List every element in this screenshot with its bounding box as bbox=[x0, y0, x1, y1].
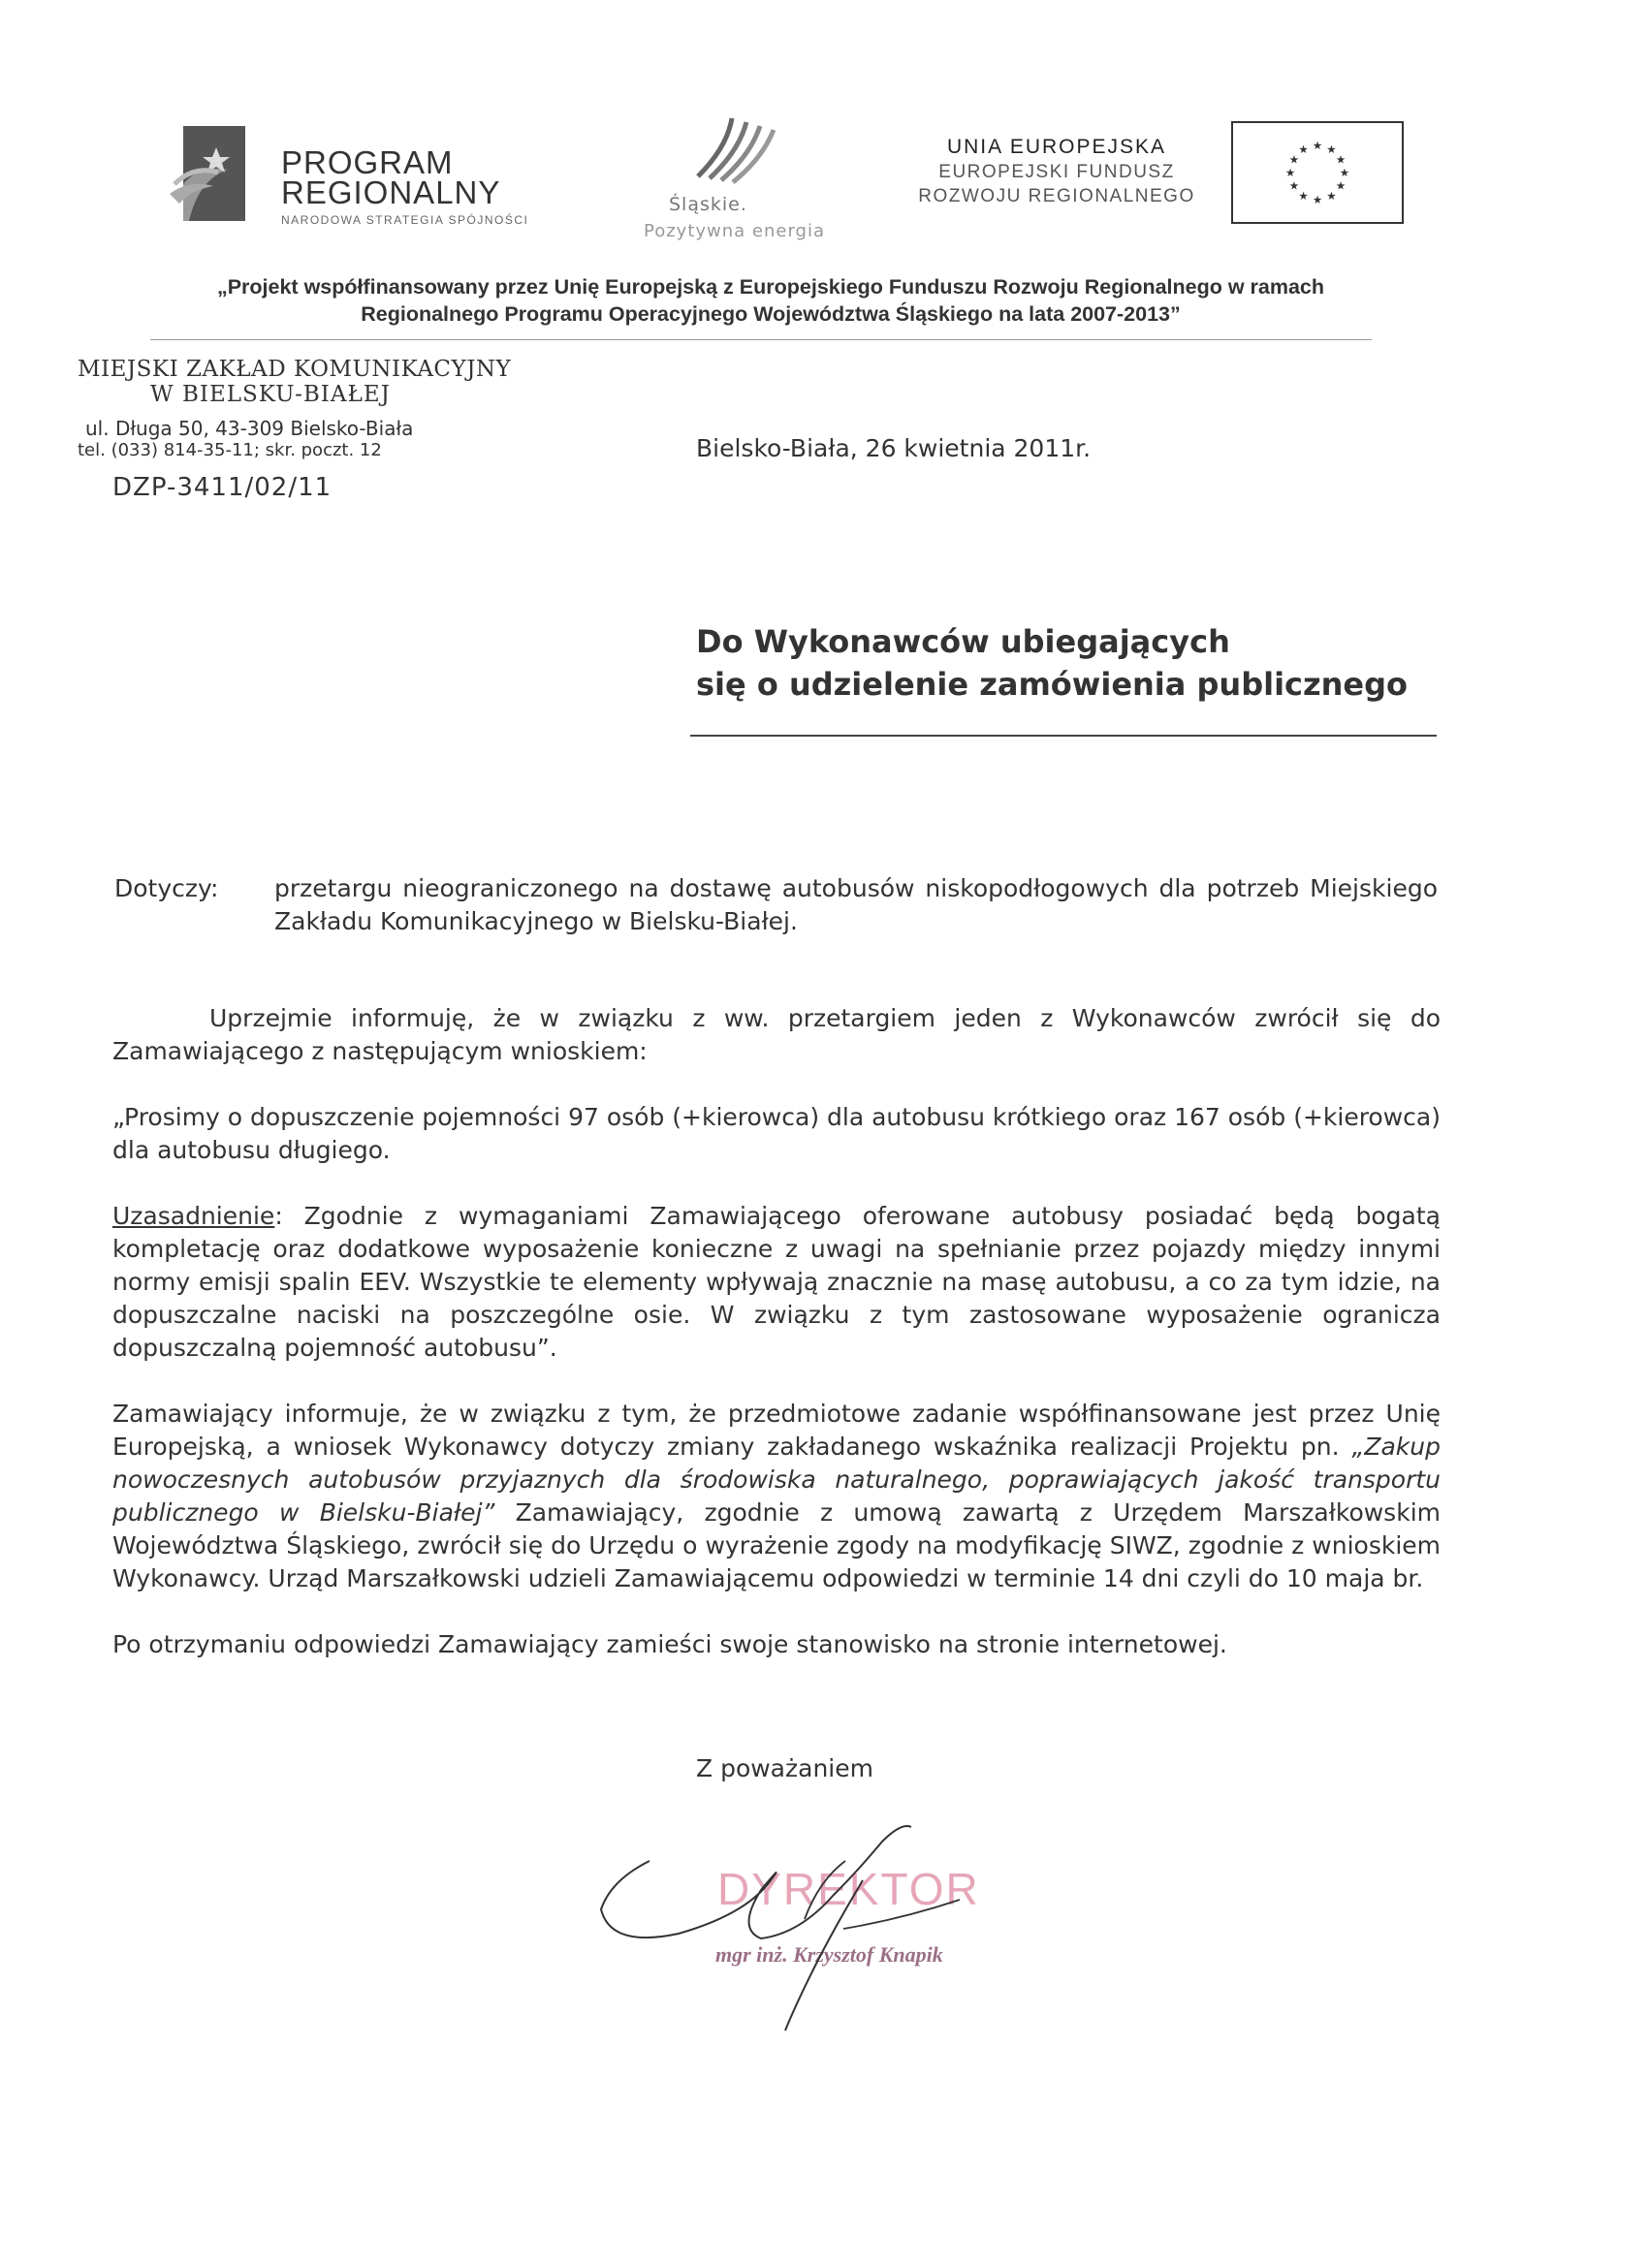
paragraph-response bbox=[112, 1398, 1441, 1595]
handwritten-signature bbox=[591, 1822, 1037, 2035]
svg-text:★: ★ bbox=[1326, 188, 1337, 203]
letter-date: Bielsko-Biała, 26 kwietnia 2011r. bbox=[696, 434, 1092, 462]
svg-text:★: ★ bbox=[1312, 192, 1323, 206]
cofunding-line1: „Projekt współfinansowany przez Unię Europejską z Europejskiego Funduszu Rozwoju Regionalnego w ramach bbox=[216, 275, 1325, 299]
director-stamp-title: DYREKTOR bbox=[717, 1864, 980, 1914]
paragraph-intro: Uprzejmie informuję, że w związku z ww. przetargiem jeden z Wykonawców zwrócił się do Zamawiającego z następującym wnioskiem: bbox=[112, 1004, 1441, 1065]
svg-text:★: ★ bbox=[1312, 138, 1323, 152]
stamp-line2: W BIELSKU-BIAŁEJ bbox=[150, 382, 391, 407]
subject-label: Dotyczy: bbox=[114, 874, 219, 902]
svg-text:★: ★ bbox=[1288, 152, 1300, 167]
justification-label: Uzasadnienie bbox=[112, 1202, 275, 1230]
justification-text: : Zgodnie z wymaganiami Zamawiającego oferowane autobusy posiadać będą bogatą kompletację oraz dodatkowe wyposażenie konieczne z uwagi na spełnianie przez pojazdy między innymi normy emisji spalin EEV. Wszystkie te elementy wpływają znacznie na masę autobusu, a co za tym idzie, na dopuszczalne naciski na poszczególne osie. W związku z tym zastosowane wyposażenie ogranicza dopuszczalną pojemność autobusu”. bbox=[112, 1202, 1441, 1362]
slaskie-tagline: Pozytywna energia bbox=[644, 221, 826, 241]
svg-text:★: ★ bbox=[1298, 188, 1309, 203]
slaskie-name: Śląskie. bbox=[669, 194, 747, 215]
stamp-line4: tel. (033) 814-35-11; skr. poczt. 12 bbox=[78, 440, 382, 460]
eu-flag-icon bbox=[1231, 121, 1404, 224]
svg-text:★: ★ bbox=[1326, 142, 1337, 156]
stamp-line3: ul. Długa 50, 43-309 Bielsko-Biała bbox=[85, 417, 414, 440]
director-stamp-name: mgr inż. Krzysztof Knapik bbox=[715, 1942, 943, 1967]
program-title-line2: REGIONALNY bbox=[281, 174, 501, 210]
svg-text:★: ★ bbox=[1335, 152, 1347, 167]
eu-line3: ROZWOJU REGIONALNEGO bbox=[918, 186, 1195, 206]
eu-fund-text bbox=[902, 136, 1212, 207]
svg-text:★: ★ bbox=[1335, 178, 1347, 193]
cofunding-line2: Regionalnego Programu Operacyjnego Województwa Śląskiego na lata 2007-2013” bbox=[361, 302, 1181, 326]
regards: Z poważaniem bbox=[696, 1754, 873, 1782]
program-regionalny-logo-icon bbox=[170, 126, 245, 221]
svg-text:★: ★ bbox=[1288, 178, 1300, 193]
program-subtitle: NARODOWA STRATEGIA SPÓJNOŚCI bbox=[281, 213, 529, 227]
project-title: „Zakup nowoczesnych autobusów przyjaznych dla środowiska naturalnego, poprawiających jakość transportu publicznego w Bielsku-Białej” bbox=[112, 1433, 1441, 1527]
eu-line1: UNIA EUROPEJSKA bbox=[946, 136, 1167, 158]
addressee-line2: się o udzielenie zamówienia publicznego bbox=[696, 666, 1408, 703]
paragraph-closing: Po otrzymaniu odpowiedzi Zamawiający zamieści swoje stanowisko na stronie internetowej. bbox=[112, 1630, 1227, 1658]
svg-text:★: ★ bbox=[1339, 165, 1350, 179]
program-title-line1: PROGRAM bbox=[281, 144, 454, 180]
subject-text: przetargu nieograniczonego na dostawę autobusów niskopodłogowych dla potrzeb Miejskiego Zakładu Komunikacyjnego w Bielsku-Białej. bbox=[274, 874, 1438, 935]
paragraph-justification bbox=[112, 1200, 1441, 1365]
paragraph-request: „Prosimy o dopuszczenie pojemności 97 osób (+kierowca) dla autobusu krótkiego oraz 167 osób (+kierowca) dla autobusu długiego. bbox=[112, 1103, 1441, 1164]
svg-text:★: ★ bbox=[1298, 142, 1309, 156]
response-text-a: Zamawiający informuje, że w związku z tym, że przedmiotowe zadanie współfinansowane jest przez Unię Europejską, a wniosek Wykonawcy dotyczy zmiany zakładanego wskaźnika realizacji Projektu pn. bbox=[112, 1400, 1441, 1461]
addressee-underline bbox=[690, 735, 1437, 737]
header-divider bbox=[150, 339, 1372, 340]
sender-stamp bbox=[78, 357, 511, 460]
addressee-line1: Do Wykonawców ubiegających bbox=[696, 623, 1230, 660]
svg-text:★: ★ bbox=[1284, 165, 1296, 179]
response-text-b: Zamawiający, zgodnie z umową zawartą z Urzędem Marszałkowskim Województwa Śląskiego, zwrócił się do Urzędu o wyrażenie zgody na modyfikację SIWZ, zgodnie z wnioskiem Wykonawcy. Urząd Marszałkowski udzieli Zamawiającemu odpowiedzi w terminie 14 dni czyli do 10 maja br. bbox=[112, 1498, 1441, 1592]
program-regionalny-logo-text bbox=[281, 144, 529, 227]
reference-number: DZP-3411/02/11 bbox=[112, 473, 333, 502]
slaskie-logo-icon bbox=[679, 109, 795, 205]
stamp-line1: MIEJSKI ZAKŁAD KOMUNIKACYJNY bbox=[78, 357, 512, 382]
cofunding-statement bbox=[155, 273, 1386, 328]
eu-line2: EUROPEJSKI FUNDUSZ bbox=[938, 162, 1175, 182]
addressee bbox=[696, 620, 1408, 706]
